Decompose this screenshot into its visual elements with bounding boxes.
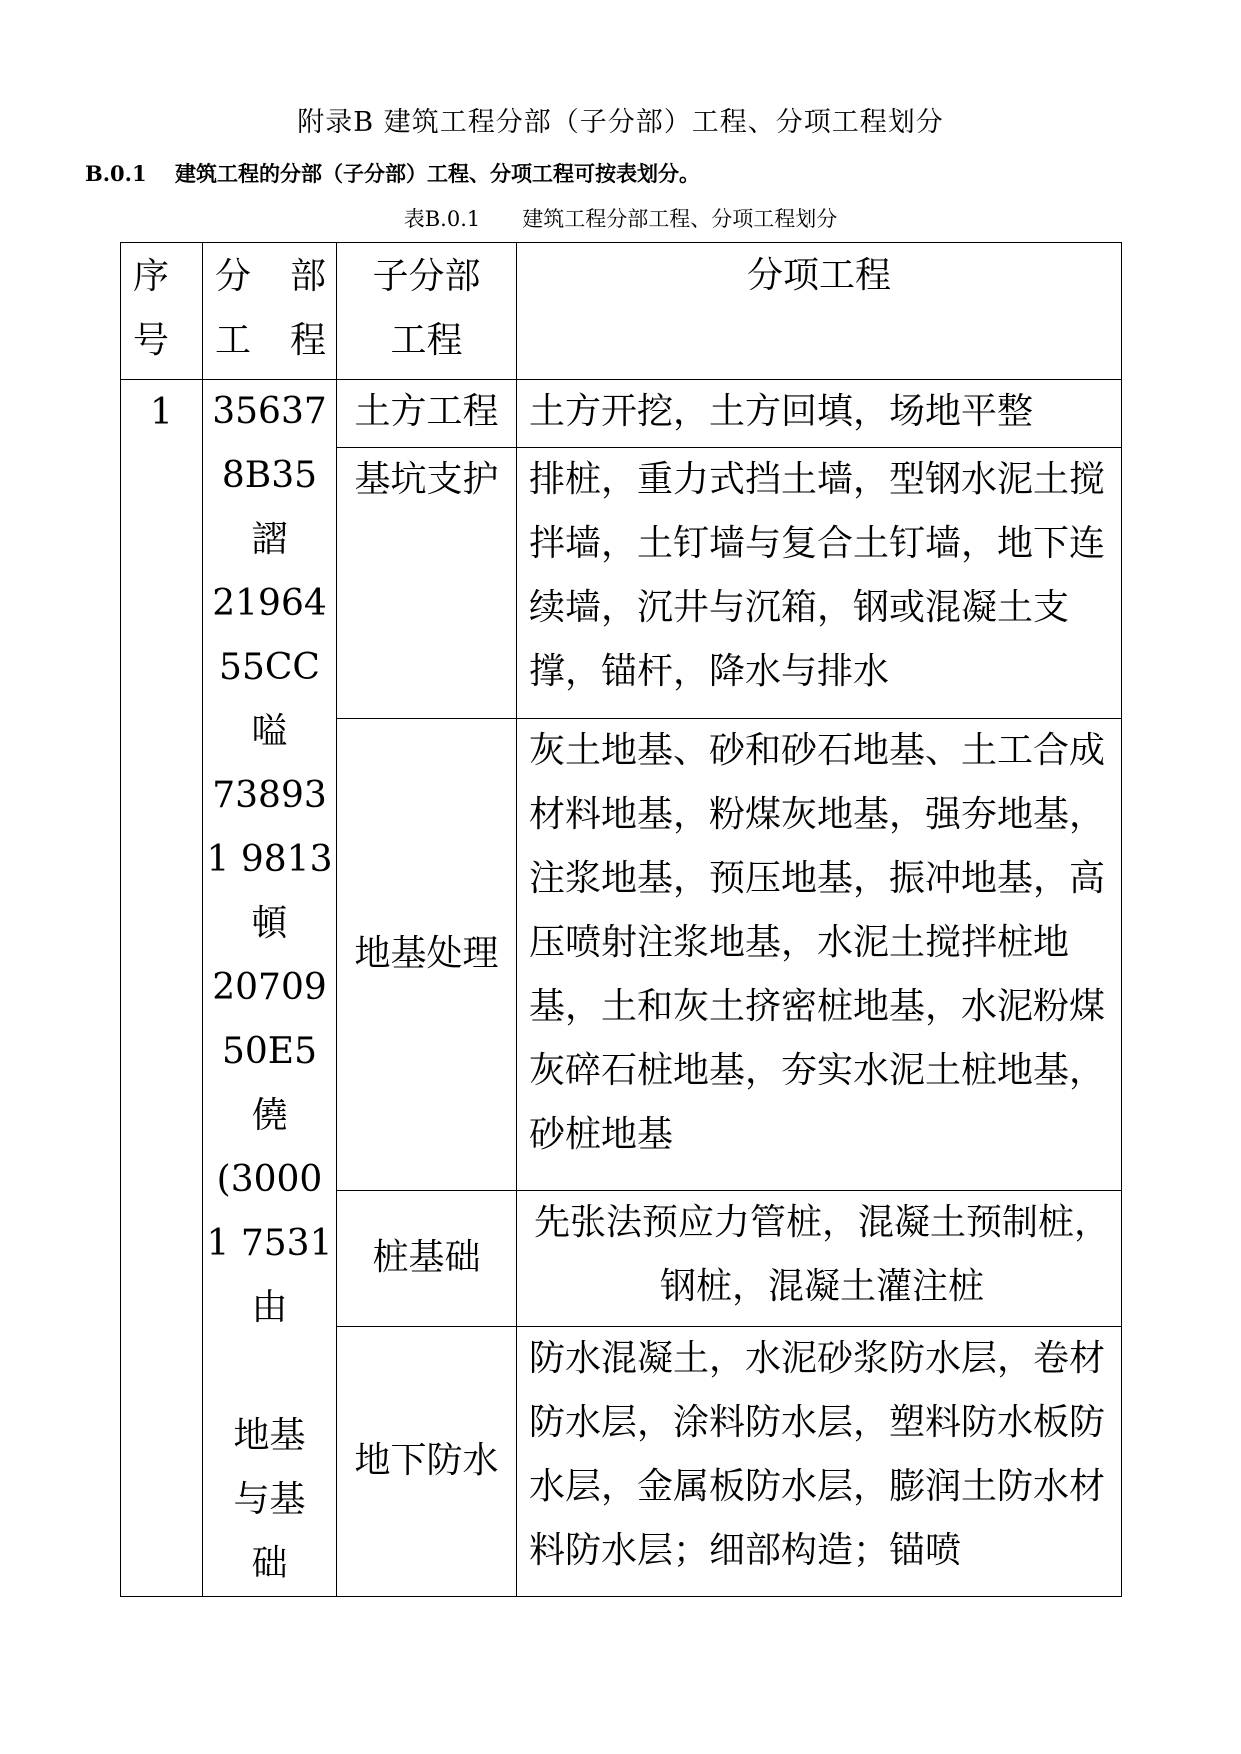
- division-cell: [203, 380, 337, 1597]
- items-cell: 灰土地基、砂和砂石地基、土工合成材料地基，粉煤灰地基，强夯地基，注浆地基，预压地基，振冲地基，高压喷射注浆地基，水泥土搅拌桩地基，土和灰土挤密桩地基，水泥粉煤灰碎石桩地基，夯实水泥土桩地基，砂桩地基: [517, 718, 1122, 1190]
- header-seq-line: 号: [133, 320, 170, 361]
- subdivision-cell: 基坑支护: [337, 448, 517, 718]
- header-seq-line: 序: [133, 256, 170, 297]
- items-cell: 防水混凝土，水泥砂浆防水层，卷材防水层，涂料防水层，塑料防水板防水层，金属板防水层，膨润土防水材料防水层；细部构造；锚喷: [517, 1326, 1122, 1596]
- division-code-line: 35637: [212, 391, 327, 432]
- header-subdivision: [337, 243, 517, 380]
- division-code-line: 嗌: [251, 711, 288, 752]
- table-caption-number: 表B.0.1: [403, 207, 481, 231]
- subdivision-cell: 地下防水: [337, 1326, 517, 1596]
- header-items: 分项工程: [517, 243, 1122, 380]
- division-spacer: [205, 1340, 334, 1404]
- division-name-line: 地基: [233, 1415, 306, 1456]
- header-division-line: 工程: [215, 320, 326, 361]
- division-code-line: 謵: [251, 519, 288, 560]
- table-header-row: [121, 243, 1122, 380]
- clause-text: 建筑工程的分部（子分部）工程、分项工程可按表划分。: [175, 161, 700, 186]
- division-table: [120, 242, 1122, 1597]
- header-subdivision-line: 工程: [390, 320, 463, 361]
- table-row: [121, 380, 1122, 448]
- items-cell: 土方开挖，土方回填，场地平整: [517, 380, 1122, 448]
- table-caption: [0, 203, 1241, 233]
- seq-cell: 1: [121, 380, 203, 1597]
- subdivision-cell: 土方工程: [337, 380, 517, 448]
- division-code-line: (3000: [216, 1159, 323, 1200]
- division-code-line: 1 7531: [206, 1223, 333, 1264]
- division-code-lines: [205, 380, 334, 1596]
- subdivision-cell: 地基处理: [337, 718, 517, 1190]
- items-cell: 先张法预应力管桩，混凝土预制桩，钢桩，混凝土灌注桩: [517, 1190, 1122, 1326]
- division-name-line: 与基: [233, 1479, 306, 1520]
- clause-line: [85, 158, 700, 188]
- header-division: [203, 243, 337, 380]
- division-code-line: 由: [251, 1287, 288, 1328]
- document-title: 附录B 建筑工程分部（子分部）工程、分项工程划分: [297, 107, 944, 138]
- division-code-line: 21964: [212, 583, 327, 624]
- header-subdivision-line: 子分部: [372, 256, 481, 297]
- clause-number: B.0.1: [85, 161, 147, 186]
- division-code-line: 55CC: [219, 647, 320, 688]
- subdivision-cell: 桩基础: [337, 1190, 517, 1326]
- items-cell: 排桩，重力式挡土墙，型钢水泥土搅拌墙，土钉墙与复合土钉墙，地下连续墙，沉井与沉箱，钢或混凝土支撑，锚杆，降水与排水: [517, 448, 1122, 718]
- division-code-line: 50E5: [222, 1031, 317, 1072]
- table-caption-text: 建筑工程分部工程、分项工程划分: [522, 207, 838, 231]
- division-code-line: 20709: [212, 967, 327, 1008]
- division-code-line: 8B35: [221, 455, 318, 496]
- division-code-line: 僥: [251, 1095, 288, 1136]
- division-code-line: 73893: [212, 775, 327, 816]
- header-division-line: 分 部: [215, 256, 326, 297]
- division-code-line: 頓: [251, 903, 288, 944]
- header-seq: [121, 243, 203, 380]
- division-code-line: 1 9813: [206, 839, 333, 880]
- division-name-line: 础: [251, 1543, 288, 1584]
